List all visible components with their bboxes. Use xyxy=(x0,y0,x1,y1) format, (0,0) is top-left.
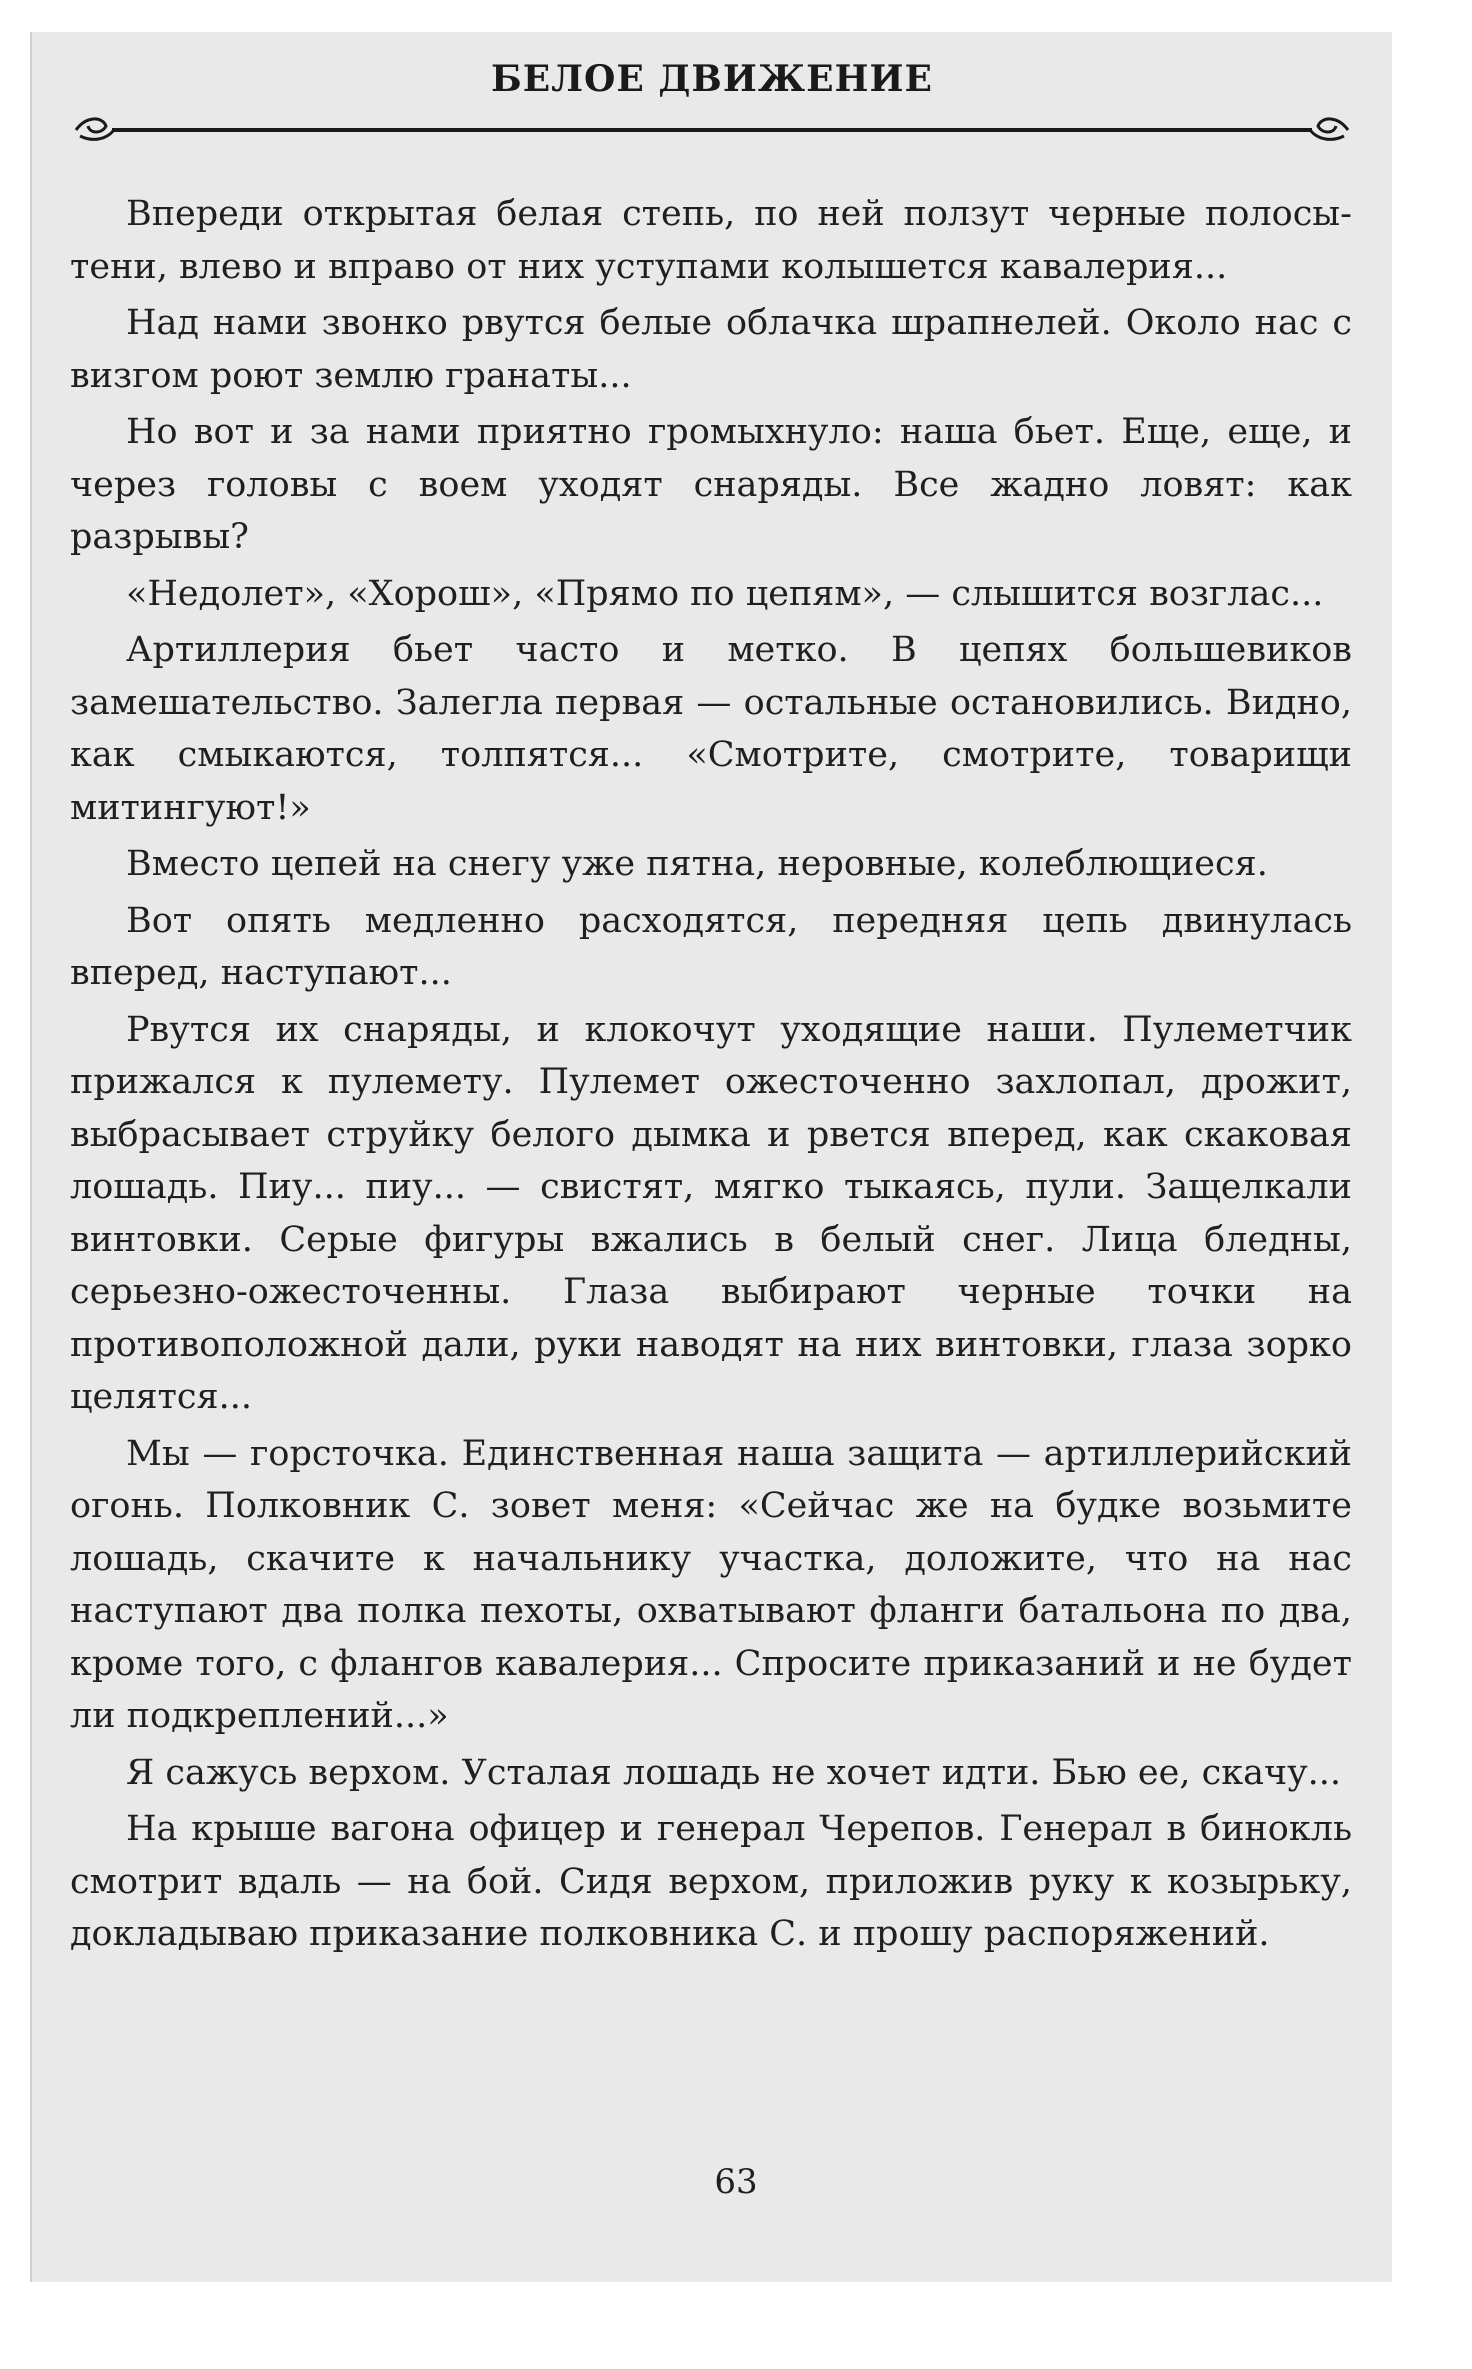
ornamental-rule-icon xyxy=(72,108,1352,148)
paragraph: «Недолет», «Хорош», «Прямо по цепям», — слышится возглас... xyxy=(126,573,1324,614)
paragraph: Артиллерия бьет часто и метко. В цепях большевиков замешательство. Залегла первая — остальные остановились. Видно, как смыкаются, толпятся... «Смотрите, смотрите, товарищи митингуют!» xyxy=(70,630,1352,828)
paragraph: На крыше вагона офицер и генерал Черепов. Генерал в бинокль смотрит вдаль — на бой. Сидя верхом, приложив руку к козырьку, докладываю приказание полковника С. и прошу распоряжений. xyxy=(70,1809,1352,1954)
page-number: 63 xyxy=(714,2162,758,2202)
running-title: БЕЛОЕ ДВИЖЕНИЕ xyxy=(491,58,933,100)
paragraph: Над нами звонко рвутся белые облачка шрапнелей. Около нас с визгом роют землю гранаты... xyxy=(70,303,1352,396)
paragraph: Но вот и за нами приятно громыхнуло: наша бьет. Еще, еще, и через головы с воем уходят снаряды. Все жадно ловят: как разрывы? xyxy=(70,412,1352,557)
page-header xyxy=(72,58,1352,148)
paragraph: Рвутся их снаряды, и клокочут уходящие наши. Пулеметчик прижался к пулемету. Пулемет ожесточенно захлопал, дрожит, выбрасывает струйку белого дымка и рвется вперед, как скаковая лошадь. Пиу... пиу... — свистят, мягко тыкаясь, пули. Защелкали винтовки. Серые фигуры вжались в белый снег. Лица бледны, серьезно-ожесточенны. Глаза выбирают черные точки на противоположной дали, руки наводят на них винтовки, глаза зорко целятся... xyxy=(70,1009,1352,1417)
body-text xyxy=(70,188,1352,1965)
paragraph: Впереди открытая белая степь, по ней ползут черные полосы-тени, влево и вправо от них уступами колышется кавалерия... xyxy=(70,194,1352,287)
paragraph: Мы — горсточка. Единственная наша защита — артиллерийский огонь. Полковник С. зовет меня: «Сейчас же на будке возьмите лошадь, скачите к начальнику участка, доложите, что на нас наступают два полка пехоты, охватывают фланги батальона по два, кроме того, с флангов кавалерия... Спросите приказаний и не будет ли подкреплений...» xyxy=(70,1433,1352,1736)
paragraph: Вместо цепей на снегу уже пятна, неровные, колеблющиеся. xyxy=(126,844,1268,884)
paragraph: Вот опять медленно расходятся, передняя цепь двинулась вперед, наступают... xyxy=(70,900,1352,993)
paragraph: Я сажусь верхом. Усталая лошадь не хочет идти. Бью ее, скачу... xyxy=(126,1752,1342,1793)
